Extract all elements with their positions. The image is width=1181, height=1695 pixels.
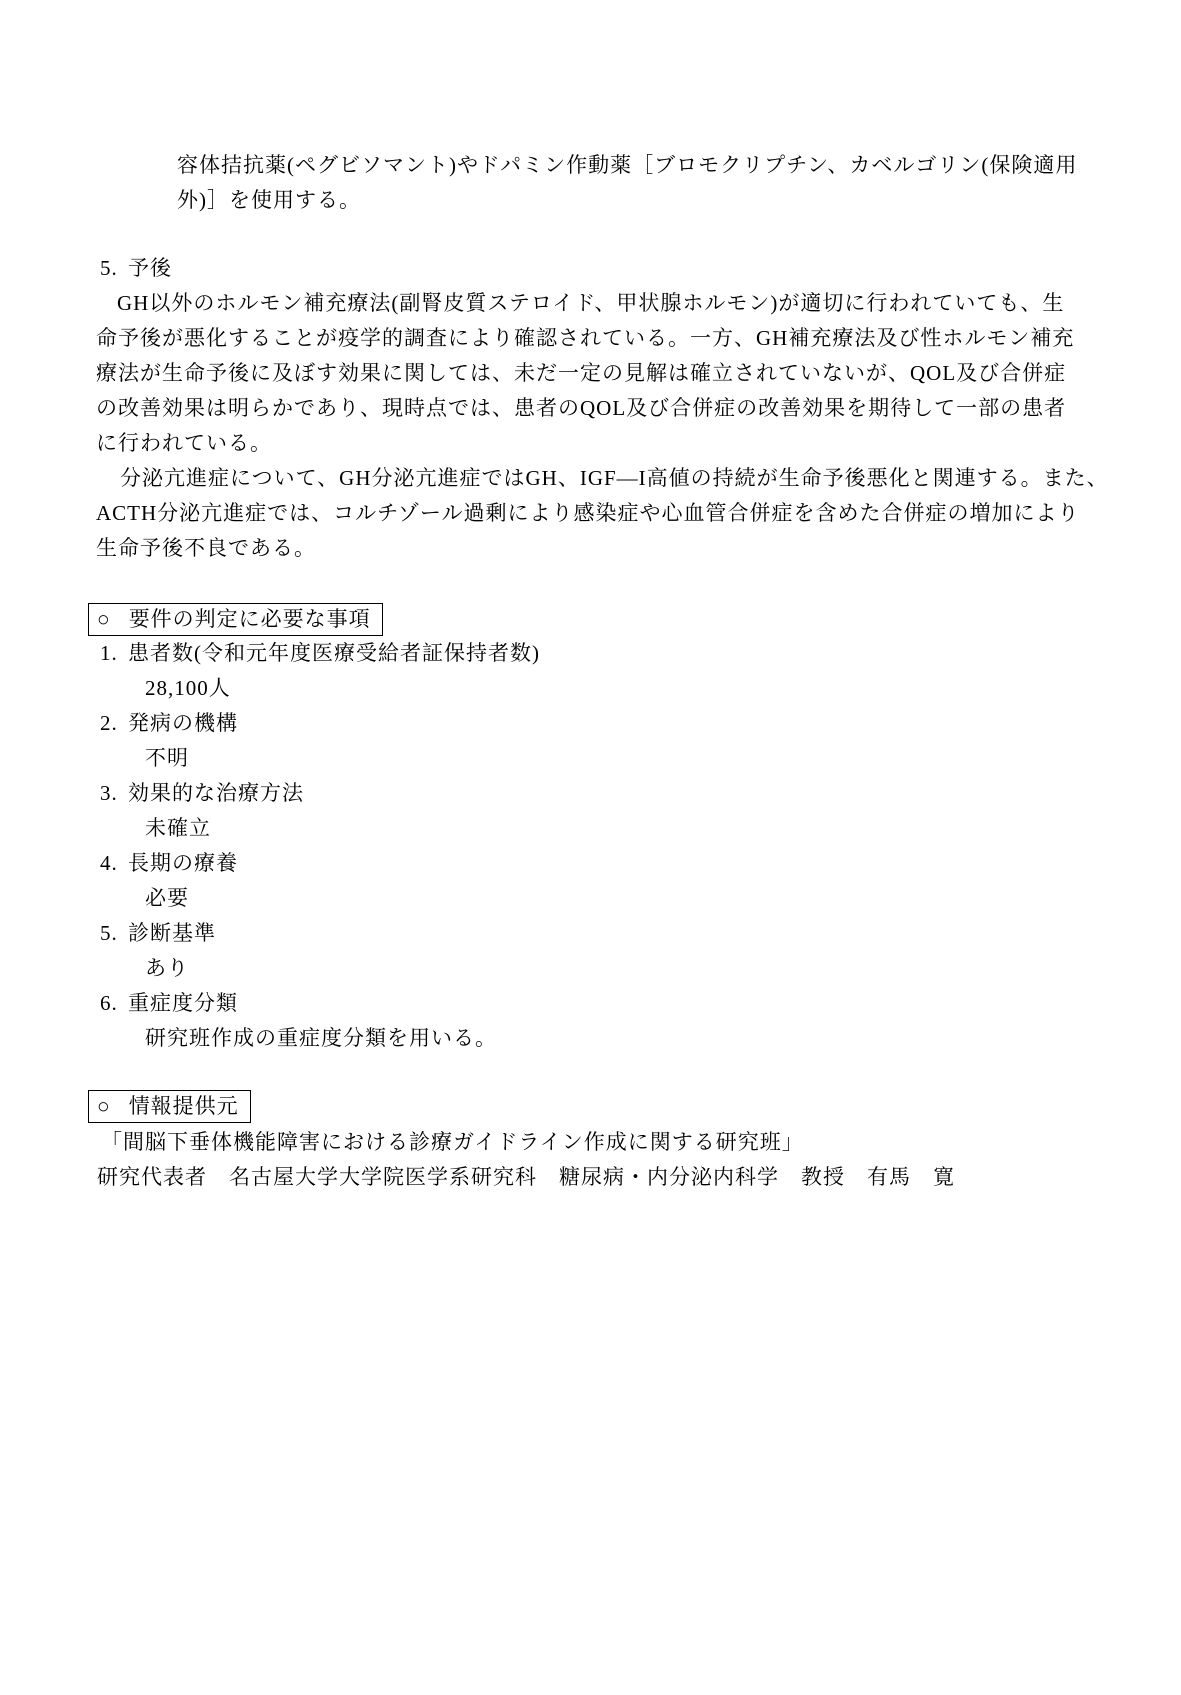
requirement-item-value: 必要 [145, 886, 189, 910]
medication-line-2: 外)］を使用する。 [177, 188, 361, 212]
prognosis-paragraph2-line: 分泌亢進症について、GH分泌亢進症ではGH、IGF—I高値の持続が生命予後悪化と関連する。また、 [120, 466, 1109, 490]
requirement-item-label [0, 636, 1181, 671]
requirement-item-number: 5. [100, 921, 118, 945]
prognosis-paragraph2-line: ACTH分泌亢進症では、コルチゾール過剰により感染症や心血管合併症を含めた合併症の増加により [96, 501, 1080, 525]
source-section [0, 1125, 1181, 1195]
requirement-item-label [0, 916, 1181, 951]
circle-marker: ○ [97, 1094, 111, 1118]
circle-marker: ○ [97, 607, 111, 631]
requirement-item-value: 研究班作成の重症度分類を用いる。 [145, 1026, 497, 1050]
prognosis-number: 5. [100, 256, 118, 280]
requirements-heading-box [88, 603, 383, 636]
requirements-list [0, 636, 1181, 1056]
requirements-heading: 要件の判定に必要な事項 [128, 607, 371, 631]
requirement-item-label [0, 846, 1181, 881]
prognosis-paragraph1-line: 命予後が悪化することが疫学的調査により確認されている。一方、GH補充療法及び性ホルモン補充 [96, 326, 1075, 350]
prognosis-title: 予後 [128, 256, 172, 280]
requirement-item-text: 重症度分類 [128, 991, 238, 1015]
prognosis-paragraph1-line: に行われている。 [96, 431, 272, 455]
source-heading: 情報提供元 [128, 1094, 239, 1118]
source-representative: 研究代表者 名古屋大学大学院医学系研究科 糖尿病・内分泌内科学 教授 有馬 寛 [97, 1165, 955, 1189]
requirement-item-text: 診断基準 [128, 921, 216, 945]
requirement-item-label [0, 986, 1181, 1021]
requirement-item-text: 患者数(令和元年度医療受給者証保持者数) [128, 641, 540, 665]
requirement-item-text: 効果的な治療方法 [128, 781, 304, 805]
prognosis-paragraph1-line: GH以外のホルモン補充療法(副腎皮質ステロイド、甲状腺ホルモン)が適切に行われていても、生 [117, 291, 1065, 315]
prognosis-paragraph1-line: の改善効果は明らかであり、現時点では、患者のQOL及び合併症の改善効果を期待して一部の患者 [96, 396, 1067, 420]
requirement-item-number: 4. [100, 851, 118, 875]
prognosis-section [0, 251, 1181, 566]
medication-line-1: 容体拮抗薬(ペグビソマント)やドパミン作動薬［ブロモクリプチン、カベルゴリン(保険適用 [177, 153, 1078, 177]
requirement-item-value: 28,100人 [145, 676, 231, 700]
prognosis-paragraph2-line: 生命予後不良である。 [96, 536, 316, 560]
requirement-item-label [0, 776, 1181, 811]
requirement-item-value: 未確立 [145, 816, 211, 840]
prognosis-heading [0, 251, 1181, 286]
requirement-item-value: あり [145, 956, 189, 980]
prognosis-paragraph1-line: 療法が生命予後に及ぼす効果に関しては、未だ一定の見解は確立されていないが、QOL及び合併症 [96, 361, 1067, 385]
medication-paragraph [0, 148, 1181, 218]
requirement-item-number: 6. [100, 991, 118, 1015]
requirement-item-number: 1. [100, 641, 118, 665]
requirement-item-value: 不明 [145, 746, 189, 770]
requirement-item-number: 3. [100, 781, 118, 805]
requirement-item-text: 発病の機構 [128, 711, 238, 735]
source-research-group: 「間脳下垂体機能障害における診療ガイドライン作成に関する研究班」 [101, 1130, 804, 1154]
source-heading-box [88, 1090, 251, 1123]
requirement-item-text: 長期の療養 [128, 851, 238, 875]
requirement-item-number: 2. [100, 711, 118, 735]
requirement-item-label [0, 706, 1181, 741]
